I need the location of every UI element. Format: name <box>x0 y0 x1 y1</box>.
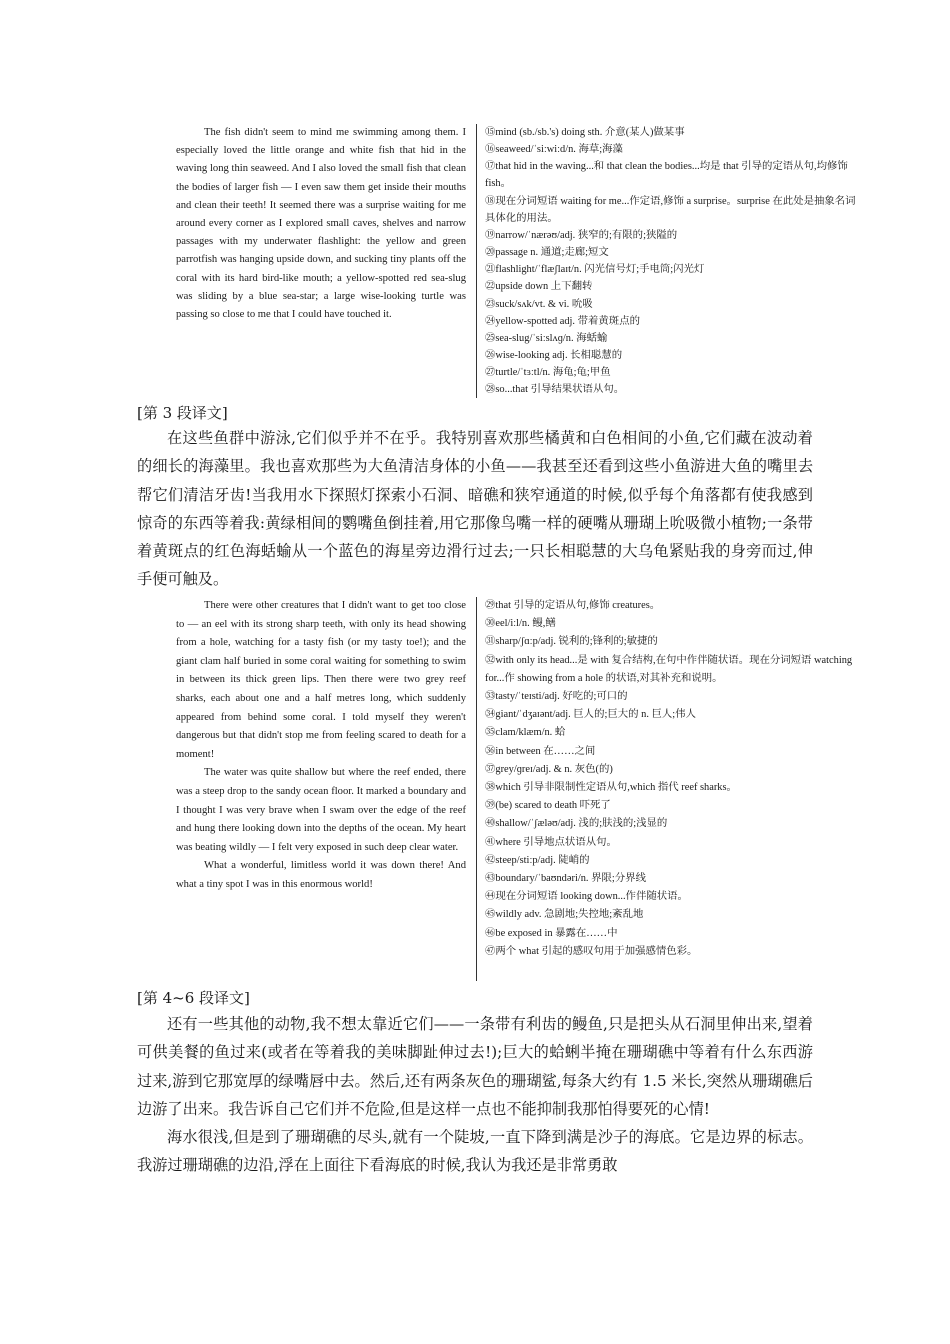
divider <box>476 597 477 981</box>
note-item: ㊺wildly adv. 急剧地;失控地;紊乱地 <box>485 909 644 921</box>
note-item: ㉗turtle/ˈtɜːtl/n. 海龟;龟;甲鱼 <box>485 367 611 379</box>
note-item: ㉚eel/iːl/n. 鳗,鳝 <box>485 618 556 630</box>
note-item: ㉒upside down 上下翻转 <box>485 281 593 293</box>
translation-label-3: [第 3 段译文] <box>137 404 228 422</box>
note-item: ㊼两个 what 引起的感叹句用于加强感情色彩。 <box>485 945 698 957</box>
note-item: ㉔yellow-spotted adj. 带着黄斑点的 <box>485 315 640 327</box>
chinese-paragraph: 海水很浅,但是到了珊瑚礁的尽头,就有一个陡坡,一直下降到满是沙子的海底。它是边界的标志。我游过珊瑚礁的边沿,浮在上面往下看海底的时候,我认为我还是非常勇敢 <box>137 1128 813 1175</box>
note-item: ㉓suck/sʌk/vt. & vi. 吮吸 <box>485 298 593 310</box>
note-item: ㊳which 引导非限制性定语从句,which 指代 reef sharks。 <box>485 782 737 794</box>
note-item: ㉑flashlight/ˈflæʃlaɪt/n. 闪光信号灯;手电筒;闪光灯 <box>485 264 705 276</box>
note-item: ⑳passage n. 通道;走廊;短文 <box>485 247 609 259</box>
note-item: ㊸boundary/ˈbaʊndəri/n. 界限;分界线 <box>485 873 646 885</box>
chinese-translation-4-6 <box>137 1010 813 1180</box>
annotated-passage-2 <box>176 597 860 981</box>
note-item: ⑲narrow/ˈnærəʊ/adj. 狭窄的;有限的;狭隘的 <box>485 229 678 241</box>
note-item: ㊶where 引导地点状语从句。 <box>485 836 617 848</box>
divider <box>476 124 477 398</box>
vocabulary-notes-2 <box>485 597 860 981</box>
chinese-translation-3 <box>137 424 813 594</box>
note-item: ㊴(be) scared to death 吓死了 <box>485 800 611 812</box>
note-item: ㉘so...that 引导结果状语从句。 <box>485 384 625 396</box>
note-item: ㊷steep/stiːp/adj. 陡峭的 <box>485 854 590 866</box>
english-paragraph-6: What a wonderful, limitless world it was down there! And what a tiny spot I was in this enormous world! <box>176 860 466 890</box>
note-item: ㉟clam/klæm/n. 蛤 <box>485 727 566 739</box>
chinese-paragraph: 在这些鱼群中游泳,它们似乎并不在乎。我特别喜欢那些橘黄和白色相间的小鱼,它们藏在波动着的细长的海藻里。我也喜欢那些为大鱼清洁身体的小鱼——我甚至还看到这些小鱼游进大鱼的嘴里去帮它们清洁牙齿!当我用水下探照灯探索小石洞、暗礁和狭窄通道的时候,似乎每个角落都有使我感到惊奇的东西等着我:黄绿相间的鹦嘴鱼倒挂着,用它那像鸟嘴一样的硬嘴从珊瑚上吮吸微小植物;一条带着黄斑点的红色海蛞蝓从一个蓝色的海星旁边滑行过去;一只长相聪慧的大乌龟紧贴我的身旁而过,伸手便可触及。 <box>137 429 813 589</box>
english-passage-2 <box>176 597 476 981</box>
chinese-paragraph: 还有一些其他的动物,我不想太靠近它们——一条带有利齿的鳗鱼,只是把头从石洞里伸出来,望着可供美餐的鱼过来(或者在等着我的美味脚趾伸过去!);巨大的蛤蜊半掩在珊瑚礁中等着有什么东西游过来,游到它那宽厚的绿嘴唇中去。然后,还有两条灰色的珊瑚鲨,每条大约有 1.5 米长,突然从珊瑚礁后边游了出来。我告诉自己它们并不危险,但是这样一点也不能抑制我那怕得要死的心情! <box>137 1015 813 1118</box>
english-paragraph-3: The fish didn't seem to mind me swimming among them. I especially loved the little orange and white fish that hid in the waving long thin seaweed. And I also loved the small fish that clean the bodies of larger fish — I even saw them get inside their mouths and clean their teeth! It seemed there was a surprise waiting for me around every corner as I explored small caves, shelves and narrow passages with my underwater flashlight: the yellow and green parrotfish was hanging upside down, and sucking tiny plants off the coral with its hard bird-like mouth; a yellow-spotted red sea-slug was sliding by a blue sea-star; a large wise-looking turtle was passing so close to me that I could have touched it. <box>176 127 466 321</box>
note-item: ㉜with only its head...是 with 复合结构,在句中作伴随状语。现在分词短语 watching for...作 showing from a hole 的状语,对其补充和说明。 <box>485 654 853 684</box>
note-item: ㊱in between 在……之间 <box>485 745 596 757</box>
english-paragraph-4: There were other creatures that I didn't want to get too close to — an eel with its strong sharp teeth, with only its head showing from a hole, watching for a tasty fish (or my tasty toe!); and the giant clam half buried in some coral waiting for something to swim in between its thick green lips. Then there were two grey reef sharks, each about one and a half metres long, which suddenly appeared from behind some coral. I told myself they weren't dangerous but that didn't stop me from feeling scared to death for a moment! <box>176 600 466 760</box>
note-item: ㊵shallow/ˈʃæləʊ/adj. 浅的;肤浅的;浅显的 <box>485 818 668 830</box>
note-item: ㉙that 引导的定语从句,修饰 creatures。 <box>485 600 661 611</box>
note-item: ⑯seaweed/ˈsiːwiːd/n. 海草;海藻 <box>485 144 623 156</box>
annotated-passage-1 <box>176 124 860 398</box>
note-item: ㉞giant/ˈdʒaɪənt/adj. 巨人的;巨大的 n. 巨人;伟人 <box>485 709 696 721</box>
vocabulary-notes-1 <box>485 124 860 398</box>
note-item: ㊲grey/ɡreɪ/adj. & n. 灰色(的) <box>485 763 613 775</box>
english-paragraph-5: The water was quite shallow but where the reef ended, there was a steep drop to the sandy ocean floor. It marked a boundary and I thought I was very brave when I swam over the edge of the reef and hung there looking down into the depths of the ocean. My heart was beating wildly — I felt very exposed in such deep clear water. <box>176 767 466 853</box>
translation-label-4-6: [第 4~6 段译文] <box>137 989 250 1007</box>
note-item: ⑮mind (sb./sb.'s) doing sth. 介意(某人)做某事 <box>485 127 685 138</box>
note-item: ㉛sharp/ʃɑːp/adj. 锐利的;锋利的;敏捷的 <box>485 636 658 648</box>
note-item: ㊹现在分词短语 looking down...作伴随状语。 <box>485 891 688 903</box>
note-item: ㊻be exposed in 暴露在……中 <box>485 927 618 939</box>
english-passage-1 <box>176 124 476 398</box>
note-item: ⑰that hid in the waving...和 that clean the bodies...均是 that 引导的定语从句,均修饰 fish。 <box>485 161 848 190</box>
note-item: ㉕sea-slug/ˈsiːslʌɡ/n. 海蛞蝓 <box>485 332 608 344</box>
note-item: ⑱现在分词短语 waiting for me...作定语,修饰 a surprise。surprise 在此处是抽象名词具体化的用法。 <box>485 195 856 224</box>
note-item: ㉖wise-looking adj. 长相聪慧的 <box>485 350 623 362</box>
note-item: ㉝tasty/ˈteɪsti/adj. 好吃的;可口的 <box>485 691 628 703</box>
